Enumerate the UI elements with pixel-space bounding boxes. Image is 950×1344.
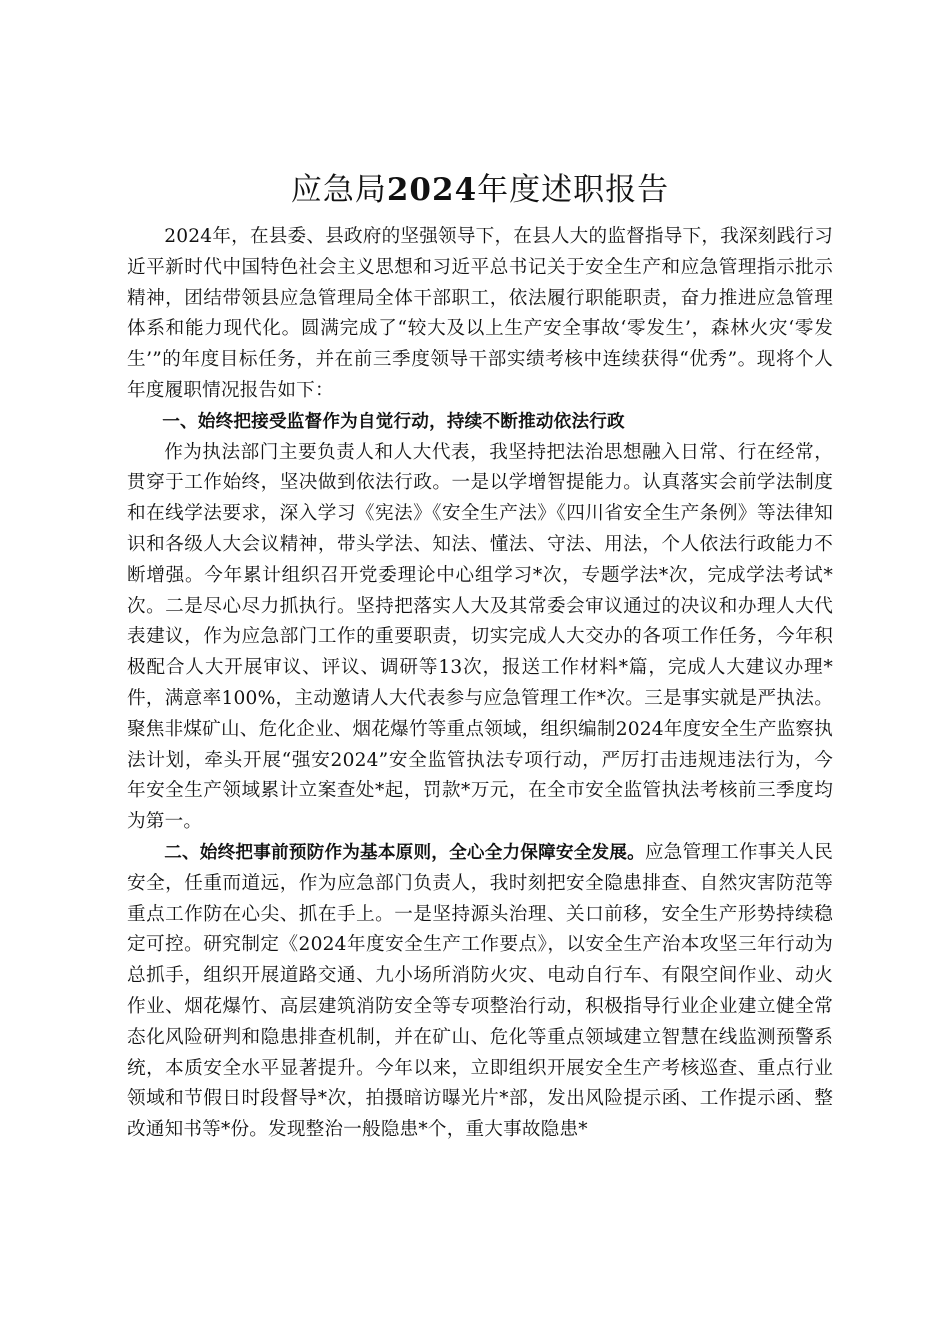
document-title [127,160,833,220]
section-1-heading: 一、始终把接受监督作为自觉行动，持续不断推动依法行政 [162,411,625,432]
section-2-body: 应急管理工作事关人民安全，任重而道远，作为应急部门负责人，我时刻把安全隐患排查、自然灾害防范等重点工作防在心尖、抓在手上。一是坚持源头治理、关口前移，安全生产形势持续稳定可控。研究制定《2024年度安全生产工作要点》，以安全生产治本攻坚三年行动为总抓手，组织开展道路交通、九小场所消防火灾、电动自行车、有限空间作业、动火作业、烟花爆竹、高层建筑消防安全等专项整治行动，积极指导行业企业建立健全常态化风险研判和隐患排查机制，并在矿山、危化等重点领域建立智慧在线监测预警系统，本质安全水平显著提升。今年以来，立即组织开展安全生产考核巡查、重点行业领域和节假日时段督导*次，拍摄暗访曝光片*部，发出风险提示函、工作提示函、整改通知书等*份。发现整治一般隐患*个，重大事故隐患* [127,841,833,1141]
document-page [127,160,833,1146]
section-1-body: 作为执法部门主要负责人和人大代表，我坚持把法治思想融入日常、行在经常，贯穿于工作始终，坚决做到依法行政。一是以学增智提能力。认真落实会前学法制度和在线学法要求，深入学习《宪法》《安全生产法》《四川省安全生产条例》等法律知识和各级人大会议精神，带头学法、知法、懂法、守法、用法，个人依法行政能力不断增强。今年累计组织召开党委理论中心组学习*次，专题学法*次，完成学法考试*次。二是尽心尽力抓执行。坚持把落实人大及其常委会审议通过的决议和办理人大代表建议，作为应急部门工作的重要职责，切实完成人大交办的各项工作任务，今年积极配合人大开展审议、评议、调研等13次，报送工作材料*篇，完成人大建议办理*件，满意率100%，主动邀请人大代表参与应急管理工作*次。三是事实就是严执法。聚焦非煤矿山、危化企业、烟花爆竹等重点领域，组织编制2024年度安全生产监察执法计划，牵头开展“强安2024”安全监管执法专项行动，严厉打击违规违法行为，今年安全生产领域累计立案查处*起，罚款*万元，在全市安全监管执法考核前三季度均为第一。 [127,441,833,833]
title-suffix: 年度述职报告 [477,172,670,208]
title-prefix: 应急局 [290,172,387,208]
section-2-paragraph [127,838,833,1146]
title-year: 2024 [386,172,478,208]
intro-paragraph: 2024年，在县委、县政府的坚强领导下，在县人大的监督指导下，我深刻践行习近平新时代中国特色社会主义思想和习近平总书记关于安全生产和应急管理指示批示精神，团结带领县应急管理局全体干部职工，依法履行职能职责，奋力推进应急管理体系和能力现代化。圆满完成了“较大及以上生产安全事故‘零发生’，森林火灾‘零发生’”的年度目标任务，并在前三季度领导干部实绩考核中连续获得“优秀”。现将个人年度履职情况报告如下： [127,226,833,401]
section-2-heading: 二、始终把事前预防作为基本原则，全心全力保障安全发展。 [164,842,645,863]
